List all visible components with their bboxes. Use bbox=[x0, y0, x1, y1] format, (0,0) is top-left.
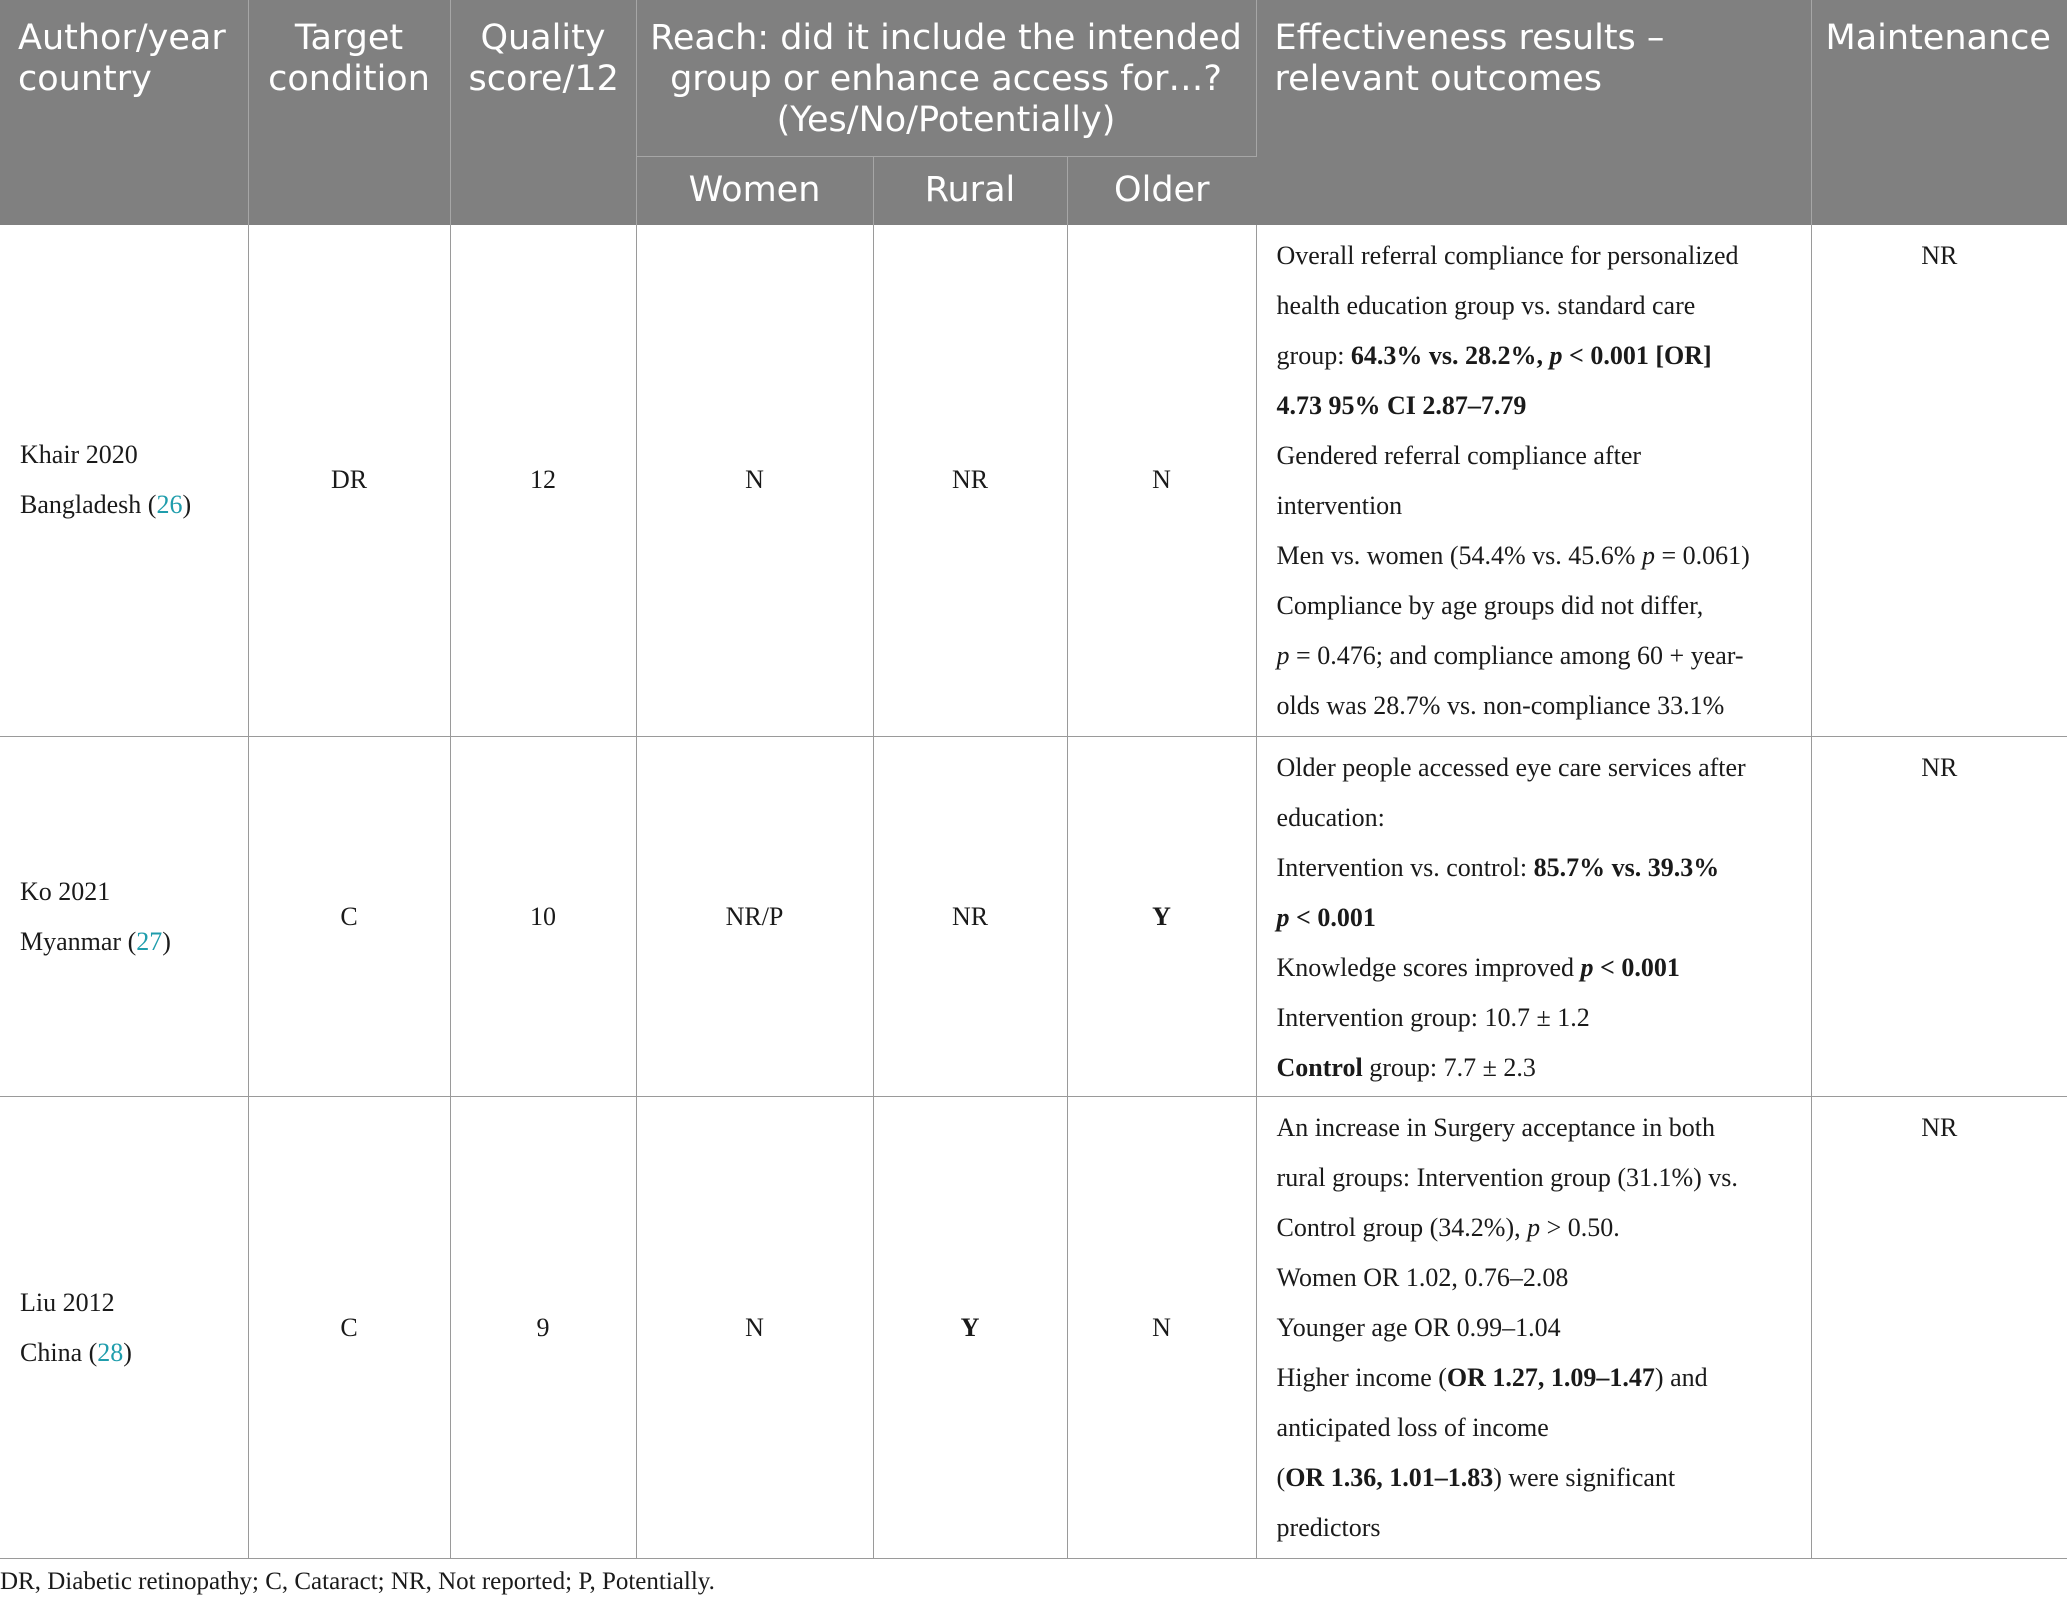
header-effectiveness: Effectiveness results – relevant outcomes bbox=[1256, 0, 1811, 225]
reach-rural-cell: Y bbox=[873, 1097, 1067, 1559]
header-reach: Reach: did it include the intended group or enhance access for…? (Yes/No/Potentially) bbox=[636, 0, 1256, 156]
maintenance-cell: NR bbox=[1811, 737, 2067, 1097]
quality-score-cell: 12 bbox=[450, 225, 636, 737]
study-country: Bangladesh (26) bbox=[20, 490, 192, 520]
target-condition-cell: DR bbox=[248, 225, 450, 737]
reach-older-cell: Y bbox=[1067, 737, 1256, 1097]
table-footnote: DR, Diabetic retinopathy; C, Cataract; NR, Not reported; P, Potentially. bbox=[0, 1568, 715, 1595]
reach-rural-cell: NR bbox=[873, 737, 1067, 1097]
header-target-condition: Target condition bbox=[248, 0, 450, 225]
reach-women-cell: NR/P bbox=[636, 737, 873, 1097]
study-cell bbox=[0, 225, 248, 737]
effectiveness-cell: An increase in Surgery acceptance in both rural groups: Intervention group (31.1%) vs. Control group (34.2%), p > 0.50. Women OR 1.02, 0.76–2.08 Younger age OR 0.99–1.04 Higher income (OR 1.27, 1.09–1.47) and anticipated loss of income (OR 1.36, 1.01–1.83) were significant predictors bbox=[1256, 1097, 1811, 1559]
study-author-year: Ko 2021 bbox=[20, 876, 111, 906]
citation-link[interactable]: 26 bbox=[156, 490, 183, 520]
quality-score-cell: 9 bbox=[450, 1097, 636, 1559]
quality-score-cell: 10 bbox=[450, 737, 636, 1097]
target-condition-cell: C bbox=[248, 737, 450, 1097]
study-author-year: Khair 2020 bbox=[20, 440, 138, 470]
reach-older-cell: N bbox=[1067, 1097, 1256, 1559]
study-author-year: Liu 2012 bbox=[20, 1287, 115, 1317]
header-quality-score: Quality score/12 bbox=[450, 0, 636, 225]
study-country: China (28) bbox=[20, 1337, 132, 1367]
reach-older-cell: N bbox=[1067, 225, 1256, 737]
reach-women-cell: N bbox=[636, 1097, 873, 1559]
reach-women-cell: N bbox=[636, 225, 873, 737]
study-cell bbox=[0, 737, 248, 1097]
citation-link[interactable]: 28 bbox=[97, 1337, 124, 1367]
maintenance-cell: NR bbox=[1811, 225, 2067, 737]
reach-rural-cell: NR bbox=[873, 225, 1067, 737]
header-reach-women: Women bbox=[636, 156, 873, 225]
maintenance-cell: NR bbox=[1811, 1097, 2067, 1559]
table-row bbox=[0, 225, 2067, 737]
header-reach-older: Older bbox=[1067, 156, 1256, 225]
table-row bbox=[0, 737, 2067, 1097]
effectiveness-cell: Older people accessed eye care services after education: Intervention vs. control: 85.7% vs. 39.3% p < 0.001 Knowledge scores improved p < 0.001 Intervention group: 10.7 ± 1.2 Control group: 7.7 ± 2.3 bbox=[1256, 737, 1811, 1097]
header-reach-rural: Rural bbox=[873, 156, 1067, 225]
target-condition-cell: C bbox=[248, 1097, 450, 1559]
header-author-year-country: Author/year country bbox=[0, 0, 248, 225]
effectiveness-cell: Overall referral compliance for personalized health education group vs. standard care group: 64.3% vs. 28.2%, p < 0.001 [OR] 4.73 95% CI 2.87–7.79 Gendered referral compliance after intervention Men vs. women (54.4% vs. 45.6% p = 0.061) Compliance by age groups did not differ, p = 0.476; and compliance among 60 + year- olds was 28.7% vs. non-compliance 33.1% bbox=[1256, 225, 1811, 737]
citation-link[interactable]: 27 bbox=[136, 926, 163, 956]
study-country: Myanmar (27) bbox=[20, 926, 171, 956]
study-cell bbox=[0, 1097, 248, 1559]
header-maintenance: Maintenance bbox=[1811, 0, 2067, 225]
table-row bbox=[0, 1097, 2067, 1559]
